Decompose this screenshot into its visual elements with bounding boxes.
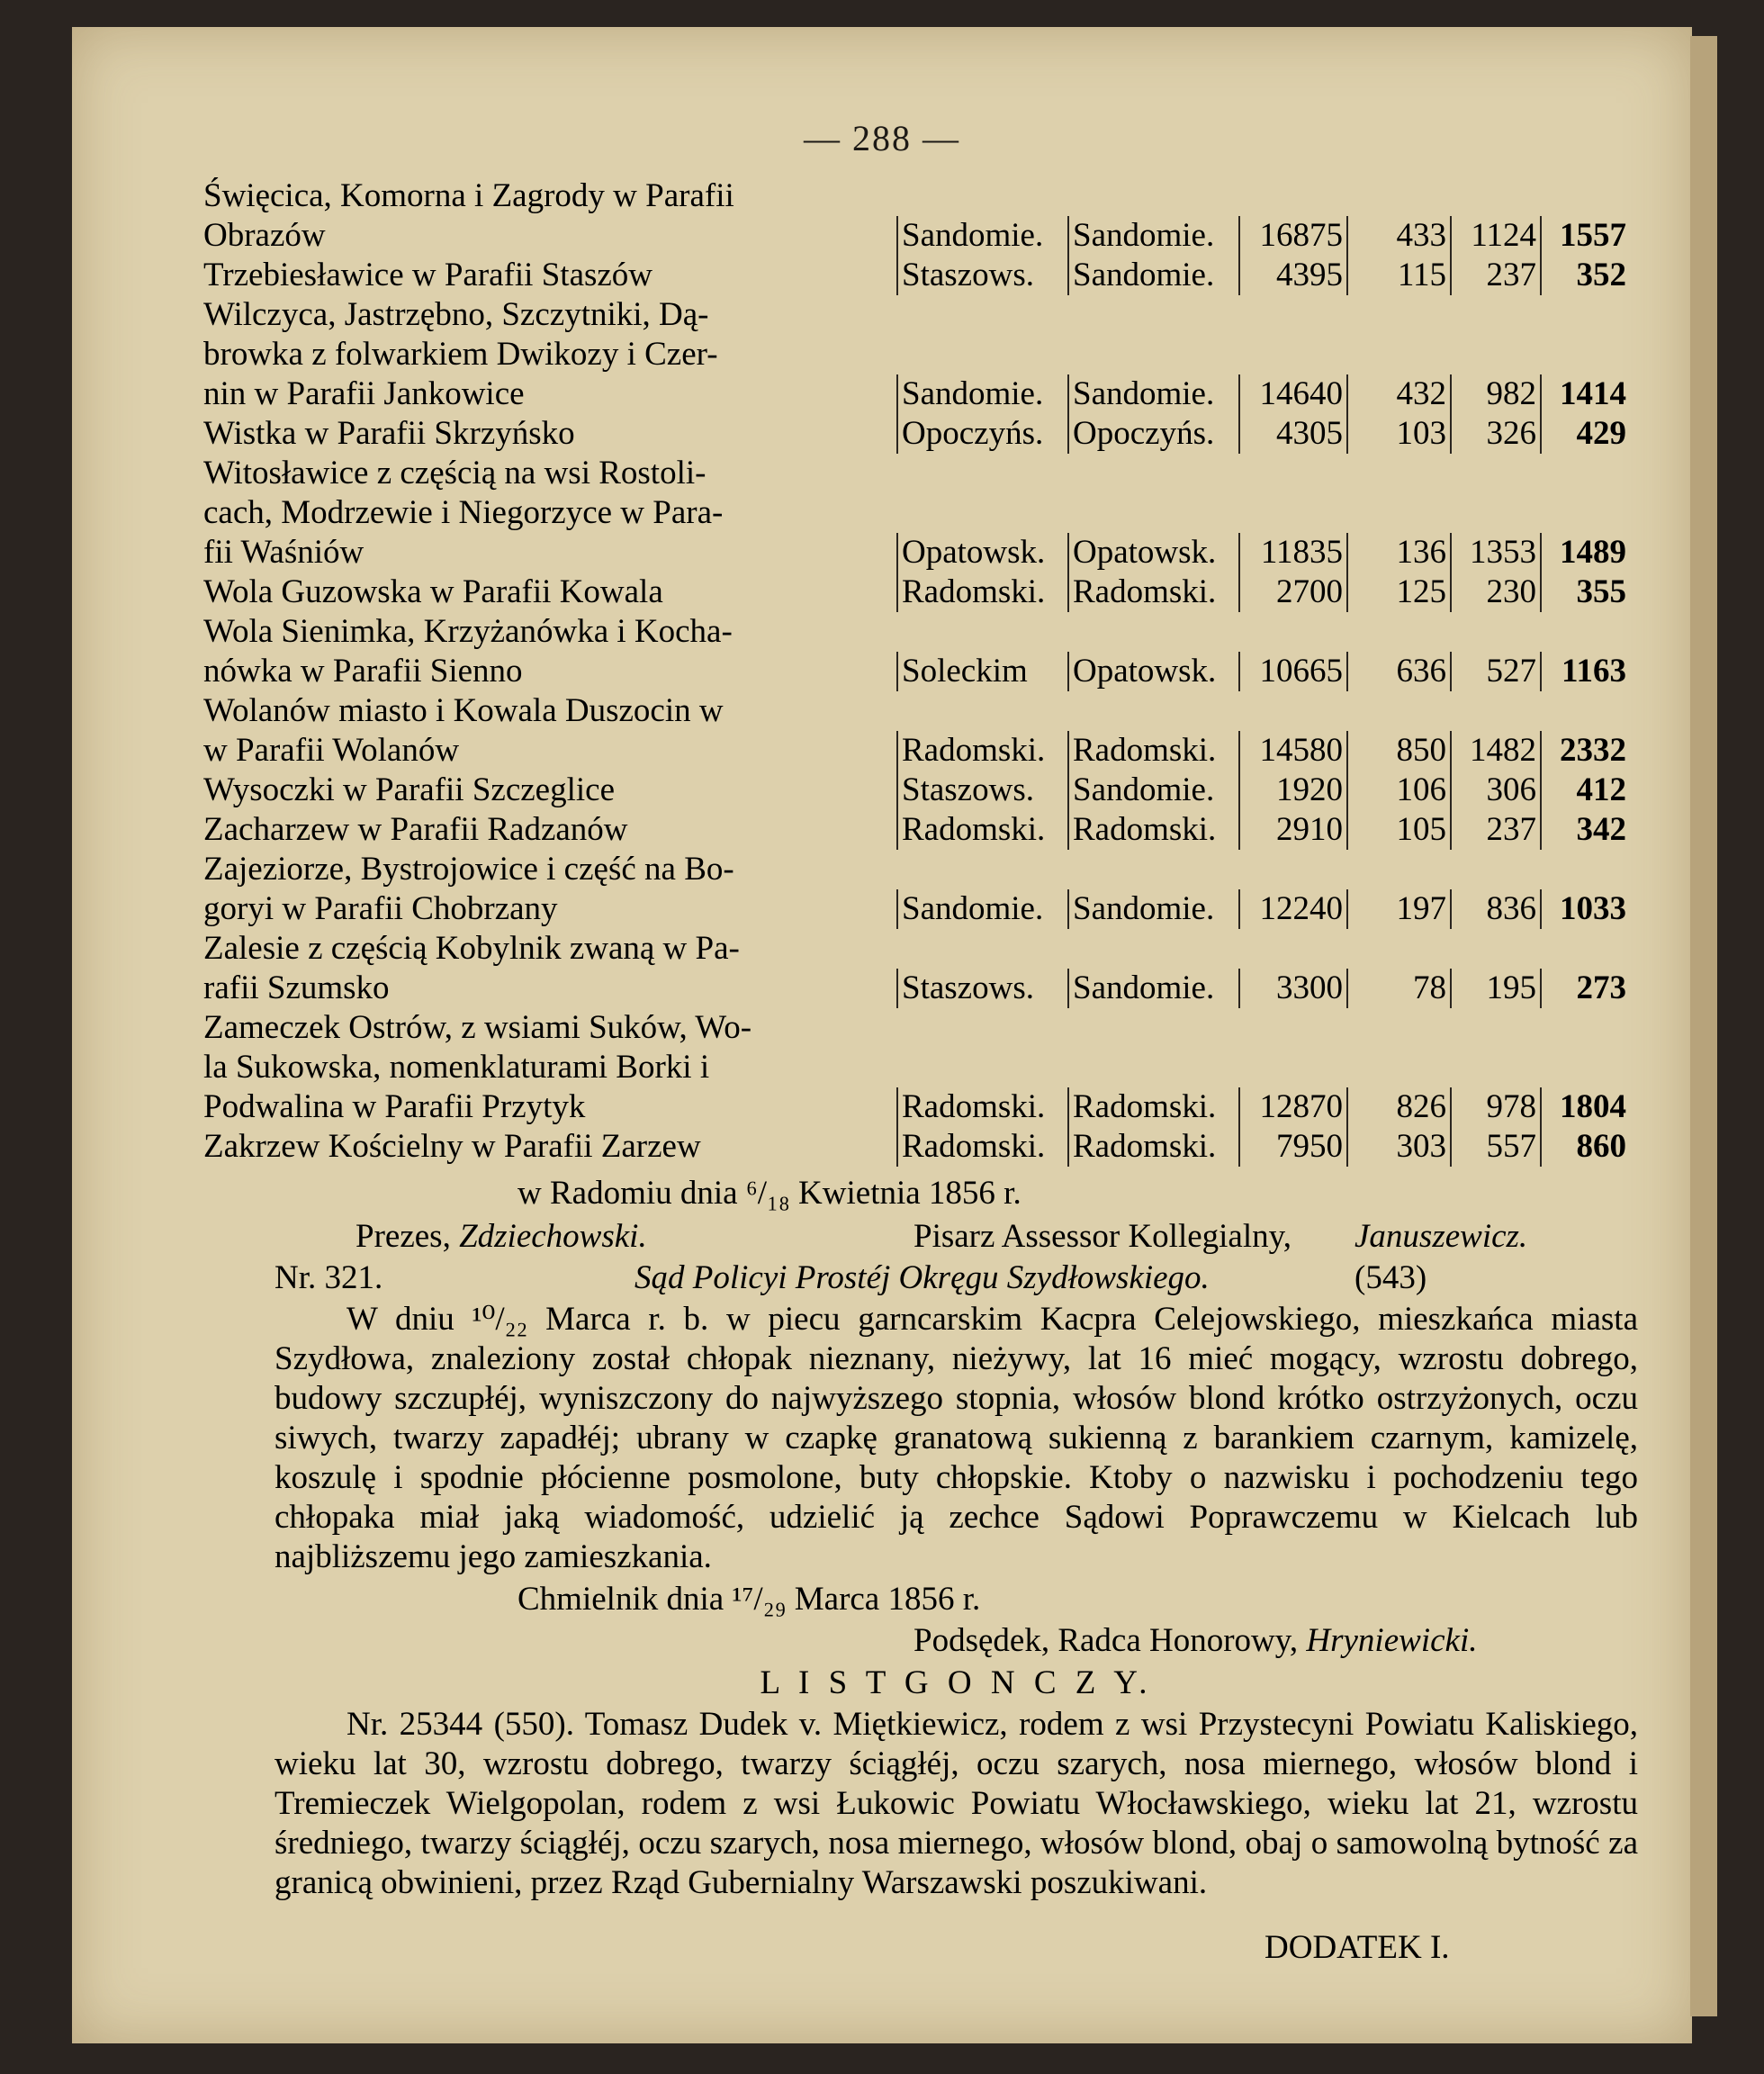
number-cell: 7950 [1238,1127,1346,1167]
gubernia-cell: Radomski. [1067,573,1238,612]
locality-name [203,414,896,454]
table-row [203,1008,1634,1127]
gubernia-cell: Sandomie. [1067,374,1238,414]
dodatek-line: DODATEK I. [1264,1929,1450,1966]
table-row [203,771,1634,810]
notice-paragraph: W dniu ¹⁰/₂₂ Marca r. b. w piecu garncarskim Kacpra Celejowskiego, mieszkańca miasta Szydłowa, znaleziony został chłopak nieznany, nieżywy, lat 16 mieć mogący, wzrostu dobrego, budowy szczupłéj, wyniszczony do najwyższego stopnia, włosów blond krótko ostrzyżonych, oczu siwych, twarzy zapadłéj; ubrany w czapkę granatową sukienną z barankiem czarnym, kamizelę, koszulę i spodnie płócienne posmolone, buty chłopskie. Ktoby o nazwisku i pochodzeniu tego chłopaka miał jaką wiadomość, udzielić ją zechce Sądowi Poprawczemu w Kielcach lub najbliższemu jego zamieszkania. [274,1301,1638,1575]
pisarz-name: Januszewicz. [1354,1218,1528,1255]
total-cell: 1557 [1540,216,1630,256]
list-paragraph: Nr. 25344 (550). Tomasz Dudek v. Miętkiewicz, rodem z wsi Przystecyni Powiatu Kaliskiego, wieku lat 30, wzrostu dobrego, twarzy ściągłéj, oczu szarych, nosa miernego, włosów blond i Tremieczek Wielgopolan, rodem z wsi Łukowic Powiatu Włocławskiego, wieku lat 21, wzrostu średniego, twarzy ściągłéj, oczu szarych, nosa miernego, włosów blond, obaj o samowolną bytność za granicą obwinieni, przez Rząd Gubernialny Warszawski poszukiwani. [274,1706,1638,1901]
table-row [203,612,1634,691]
powiat-cell: Radomski. [896,573,1067,612]
locality-name-line: Obrazów [203,217,326,254]
number-cell: 306 [1450,771,1540,810]
gubernia-cell: Radomski. [1067,1087,1238,1127]
locality-name-line: w Parafii Wolanów [203,732,460,769]
locality-name-line: Zakrzew Kościelny w Parafii Zarzew [203,1128,701,1165]
total-cell: 352 [1540,256,1630,295]
prezes-name: Zdziechowski. [459,1218,647,1255]
total-cell: 1414 [1540,374,1630,414]
locality-name-line: goryi w Parafii Chobrzany [203,890,558,927]
number-cell: 836 [1450,889,1540,929]
pisarz-label: Pisarz Assessor Kollegialny, [914,1218,1292,1255]
number-cell: 105 [1346,810,1450,850]
total-cell: 355 [1540,573,1630,612]
locality-name-line: cach, Modrzewie i Niegorzyce w Para- [203,494,724,531]
locality-name [203,1127,896,1167]
locality-name-line: Witosławice z częścią na wsi Rostoli- [203,455,706,491]
table-row [203,454,1634,573]
number-cell: 115 [1346,256,1450,295]
number-cell: 10665 [1238,652,1346,691]
gubernia-cell: Opoczyńs. [1067,414,1238,454]
locality-name [203,929,896,1008]
number-cell: 106 [1346,771,1450,810]
locality-name-line: rafii Szumsko [203,969,390,1006]
number-cell: 850 [1346,731,1450,771]
prezes-label: Prezes, [356,1218,451,1255]
locality-name-line: Podwalina w Parafii Przytyk [203,1088,586,1125]
locality-name [203,256,896,295]
number-cell: 1482 [1450,731,1540,771]
locality-name-line: Wysoczki w Parafii Szczeglice [203,771,615,808]
total-cell: 1033 [1540,889,1630,929]
locality-name-line: Wilczyca, Jastrzębno, Szczytniki, Dą- [203,296,709,333]
number-cell: 1920 [1238,771,1346,810]
powiat-cell: Radomski. [896,1127,1067,1167]
number-cell: 4305 [1238,414,1346,454]
number-cell: 2700 [1238,573,1346,612]
table-row [203,414,1634,454]
powiat-cell: Opatowsk. [896,533,1067,573]
locality-name-line: la Sukowska, nomenklaturami Borki i [203,1049,710,1086]
gubernia-cell: Sandomie. [1067,216,1238,256]
number-cell: 1353 [1450,533,1540,573]
powiat-cell: Soleckim [896,652,1067,691]
locality-name-line: Trzebiesławice w Parafii Staszów [203,257,653,293]
locality-name [203,454,896,573]
locality-name [203,810,896,850]
locality-name-line: Zameczek Ostrów, z wsiami Suków, Wo- [203,1009,752,1046]
number-cell: 103 [1346,414,1450,454]
date-line: w Radomiu dnia ⁶/₁₈ Kwietnia 1856 r. [518,1175,1022,1212]
table-row [203,691,1634,771]
number-cell: 826 [1346,1087,1450,1127]
number-cell: 197 [1346,889,1450,929]
locality-name-line: Wistka w Parafii Skrzyńsko [203,415,575,452]
locality-name-line: Wola Guzowska w Parafii Kowala [203,573,663,610]
court-name: Sąd Policyi Prostéj Okręgu Szydłowskiego. [634,1259,1210,1296]
powiat-cell: Sandomie. [896,889,1067,929]
locality-name [203,691,896,771]
total-cell: 412 [1540,771,1630,810]
number-cell: 1124 [1450,216,1540,256]
powiat-cell: Radomski. [896,810,1067,850]
powiat-cell: Staszows. [896,969,1067,1008]
number-cell: 12870 [1238,1087,1346,1127]
gubernia-cell: Sandomie. [1067,889,1238,929]
locality-name [203,850,896,929]
number-cell: 136 [1346,533,1450,573]
powiat-cell: Sandomie. [896,374,1067,414]
number-cell: 2910 [1238,810,1346,850]
court-number: (543) [1354,1259,1427,1296]
locality-name [203,573,896,612]
number-cell: 432 [1346,374,1450,414]
number-cell: 237 [1450,810,1540,850]
chmielnik-line: Chmielnik dnia ¹⁷/₂₉ Marca 1856 r. [518,1581,981,1618]
podsedek-label: Podsędek, Radca Honorowy, [914,1622,1299,1659]
number-cell: 14640 [1238,374,1346,414]
number-cell: 11835 [1238,533,1346,573]
total-cell: 429 [1540,414,1630,454]
powiat-cell: Radomski. [896,1087,1067,1127]
total-cell: 1163 [1540,652,1630,691]
podsedek-name: Hryniewicki. [1306,1622,1478,1659]
number-cell: 4395 [1238,256,1346,295]
locality-name [203,612,896,691]
page-edge [1690,36,1717,2016]
number-cell: 433 [1346,216,1450,256]
table-row [203,176,1634,256]
locality-name-line: nówka w Parafii Sienno [203,653,523,690]
table-row [203,929,1634,1008]
number-cell: 527 [1450,652,1540,691]
locality-name [203,771,896,810]
podsedek-line [274,1621,1638,1661]
number-cell: 3300 [1238,969,1346,1008]
number-cell: 982 [1450,374,1540,414]
locality-name-line: fii Waśniów [203,534,364,571]
court-header [274,1258,1638,1298]
gubernia-cell: Sandomie. [1067,771,1238,810]
number-cell: 14580 [1238,731,1346,771]
locality-name [203,1008,896,1127]
table-row [203,295,1634,414]
locality-name-line: Wola Sienimka, Krzyżanówka i Kocha- [203,613,733,650]
number-cell: 237 [1450,256,1540,295]
table-row [203,850,1634,929]
number-cell: 326 [1450,414,1540,454]
table-row [203,810,1634,850]
powiat-cell: Opoczyńs. [896,414,1067,454]
number-cell: 78 [1346,969,1450,1008]
locality-name-line: browka z folwarkiem Dwikozy i Czer- [203,336,718,373]
page-number: — 288 — [804,118,960,158]
powiat-cell: Radomski. [896,731,1067,771]
number-cell: 125 [1346,573,1450,612]
total-cell: 273 [1540,969,1630,1008]
total-cell: 1804 [1540,1087,1630,1127]
number-cell: 12240 [1238,889,1346,929]
locality-name-line: Wolanów miasto i Kowala Duszocin w [203,692,724,729]
locality-name [203,295,896,414]
powiat-cell: Sandomie. [896,216,1067,256]
list-title: L I S T G O N C Z Y. [760,1664,1153,1701]
locality-name-line: Zacharzew w Parafii Radzanów [203,811,628,848]
number-cell: 16875 [1238,216,1346,256]
locality-name [203,176,896,256]
number-cell: 230 [1450,573,1540,612]
gubernia-cell: Opatowsk. [1067,533,1238,573]
gubernia-cell: Sandomie. [1067,256,1238,295]
locality-table [203,176,1634,1167]
table-row [203,573,1634,612]
number-cell: 978 [1450,1087,1540,1127]
nr-label: Nr. 321. [274,1259,383,1296]
table-row [203,1127,1634,1167]
total-cell: 342 [1540,810,1630,850]
locality-name-line: Zajeziorze, Bystrojowice i część na Bo- [203,851,734,888]
table-row [203,256,1634,295]
number-cell: 303 [1346,1127,1450,1167]
number-cell: 557 [1450,1127,1540,1167]
signatures [274,1217,1638,1257]
total-cell: 1489 [1540,533,1630,573]
total-cell: 2332 [1540,731,1630,771]
gubernia-cell: Radomski. [1067,810,1238,850]
number-cell: 636 [1346,652,1450,691]
gubernia-cell: Opatowsk. [1067,652,1238,691]
gubernia-cell: Sandomie. [1067,969,1238,1008]
total-cell: 860 [1540,1127,1630,1167]
powiat-cell: Staszows. [896,256,1067,295]
gubernia-cell: Radomski. [1067,1127,1238,1167]
powiat-cell: Staszows. [896,771,1067,810]
locality-name-line: Święcica, Komorna i Zagrody w Parafii [203,177,734,214]
locality-name-line: nin w Parafii Jankowice [203,375,525,412]
number-cell: 195 [1450,969,1540,1008]
locality-name-line: Zalesie z częścią Kobylnik zwaną w Pa- [203,930,740,967]
gubernia-cell: Radomski. [1067,731,1238,771]
